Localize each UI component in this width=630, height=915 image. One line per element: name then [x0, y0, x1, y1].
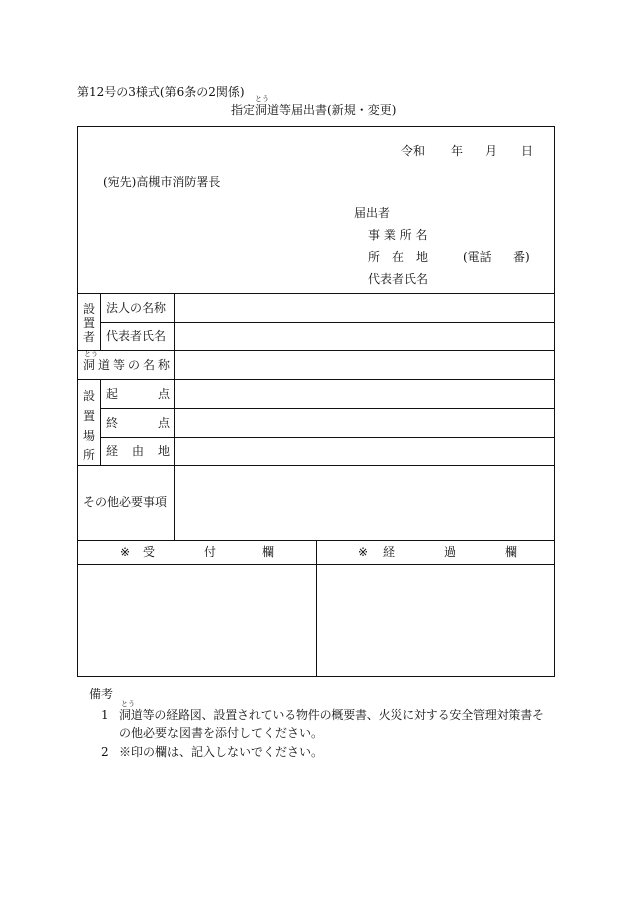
date-era: 令和 [401, 144, 426, 158]
remark-2-number: 2 [101, 745, 109, 759]
divider-end [100, 437, 554, 438]
date-year: 年 [451, 144, 464, 158]
divider-start [100, 408, 554, 409]
form-title [231, 104, 396, 116]
reception-split-line [316, 540, 317, 676]
location-char-3: 場 [83, 429, 96, 443]
form-number: 第12号の3様式(第6条の2関係) [77, 85, 245, 99]
reception-char-2: 付 [204, 545, 217, 559]
location-char-1: 設 [83, 389, 96, 403]
start-char-2: 点 [158, 387, 171, 401]
via-char-3: 地 [158, 444, 171, 458]
remark-2-text: ※印の欄は、記入しないでください。 [119, 745, 324, 759]
location-group-line [100, 379, 101, 465]
representative-label: 代表者氏名 [368, 272, 429, 286]
reception-char-3: 欄 [262, 545, 275, 559]
tunnel-ruby: とう [84, 350, 98, 358]
divider-tunnel [78, 379, 554, 380]
end-char-1: 終 [106, 416, 119, 430]
date-day: 日 [521, 144, 534, 158]
rep-name-label: 代表者氏名 [106, 329, 167, 343]
divider-via [78, 465, 554, 466]
location-char-4: 所 [83, 448, 96, 462]
remark-1-line-1: 洞道等の経路図、設置されている物件の概要書、火災に対する安全管理対策書そ [119, 708, 544, 722]
progress-char-2: 過 [444, 545, 457, 559]
reception-char-1: 受 [143, 545, 156, 559]
installer-char-3: 者 [83, 330, 96, 344]
title-ruby: とう [255, 95, 269, 103]
divider-rep [78, 350, 554, 351]
date-month: 月 [485, 144, 498, 158]
notifier-label: 届出者 [354, 206, 391, 220]
title-prefix: 指定 [231, 103, 256, 117]
start-char-1: 起 [106, 387, 119, 401]
tunnel-name-label: 洞道等の名称 [83, 358, 174, 372]
corp-name-label: 法人の名称 [106, 301, 167, 315]
via-char-1: 経 [106, 444, 119, 458]
phone-open: (電話 [463, 250, 492, 264]
other-label: その他必要事項 [83, 495, 168, 509]
progress-char-1: 経 [383, 545, 396, 559]
via-char-2: 由 [132, 444, 145, 458]
value-column-line [174, 293, 175, 540]
office-name-label: 事 業 所 名 [368, 228, 428, 242]
installer-group-line [100, 293, 101, 350]
title-main: 洞道等届出書(新規・変更) [255, 103, 397, 117]
remark-1-line-2: の他必要な図書を添付してください。 [119, 726, 324, 740]
progress-mark: ※ [358, 545, 369, 559]
divider-installer [100, 322, 554, 323]
reception-mark: ※ [120, 545, 131, 559]
divider-notice [78, 293, 554, 294]
notification-form [77, 126, 555, 677]
addressee: (宛先)高槻市消防署長 [103, 175, 221, 189]
address-label: 所 在 地 [368, 250, 429, 264]
end-char-2: 点 [158, 416, 171, 430]
installer-char-2: 置 [83, 316, 96, 330]
remarks-ruby: とう [121, 700, 135, 708]
progress-char-3: 欄 [505, 545, 518, 559]
phone-close: 番) [513, 250, 530, 264]
installer-char-1: 設 [83, 302, 96, 316]
remarks-heading: 備考 [89, 687, 114, 701]
remark-1-number: 1 [101, 708, 109, 722]
location-char-2: 置 [83, 409, 96, 423]
